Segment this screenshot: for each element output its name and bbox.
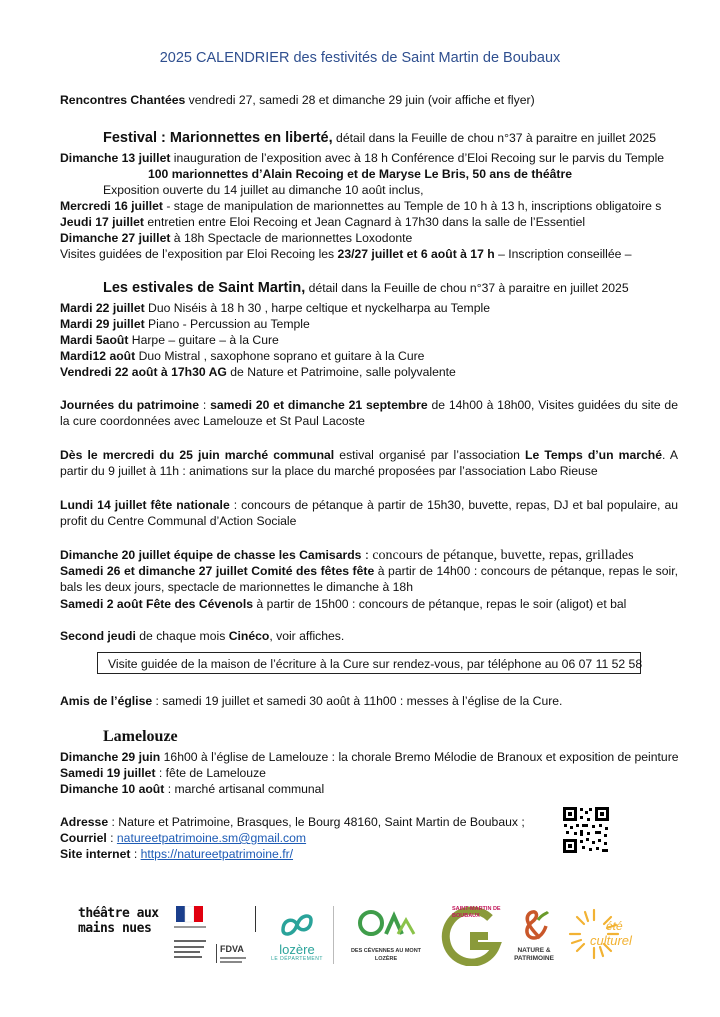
page-title: 2025 CALENDRIER des festivités de Saint Martin de Boubaux — [159, 50, 561, 66]
chasse-line: Dimanche 20 juillet équipe de chasse les Camisards : concours de pétanque, buvette, repas, grillades — [60, 548, 634, 563]
lamelouze-line-1: Dimanche 29 juin 16h00 à l’église de Lamelouze : la chorale Bremo Mélodie de Branoux et exposition de peinture — [60, 750, 679, 764]
marche-paragraph: Dès le mercredi du 25 juin marché communal estival organisé par l’association Le Temps d’un marché. A partir du 9 juillet à 11h : animations sur la place du marché proposées par l’association Labo Rieuse — [60, 448, 678, 478]
festival-heading: Festival : Marionnettes en liberté, détail dans la Feuille de chou n°37 à paraitre en juillet 2025 — [103, 130, 656, 146]
fdva-logo: FDVA — [216, 944, 256, 963]
nature-patrimoine-ampersand-icon — [518, 908, 550, 942]
cevenols-line: Samedi 2 août Fête des Cévenols à partir de 15h00 : concours de pétanque, repas le soir (aligot) et bal — [60, 597, 627, 611]
festival-line-1: Dimanche 13 juillet inauguration de l’exposition avec à 18 h Conférence d’Eloi Recoing sur le parvis du Temple — [60, 151, 665, 165]
fete-nationale-paragraph: Lundi 14 juillet fête nationale : concours de pétanque à partir de 15h30, buvette, repas, DJ et bal populaire, au profit du Centre Communal d’Action Sociale — [60, 498, 679, 528]
eglise-line: Amis de l’église : samedi 19 juillet et samedi 30 août à 11h00 : messes à l’église de la Cure. — [60, 694, 563, 708]
estivales-line-5: Vendredi 22 août à 17h30 AG de Nature et Patrimoine, salle polyvalente — [60, 365, 456, 379]
email-line: Courriel : natureetpatrimoine.sm@gmail.com — [60, 831, 307, 845]
cevennes-mark-icon — [356, 908, 416, 938]
website-link[interactable]: https://natureetpatrimoine.fr/ — [140, 847, 294, 861]
marianne-ministere-logo — [166, 906, 214, 966]
rencontres-line: Rencontres Chantées vendredi 27, samedi 28 et dimanche 29 juin (voir affiche et flyer) — [60, 93, 535, 107]
nature-patrimoine-logo: NATURE & PATRIMOINE — [506, 908, 562, 963]
qr-code-icon — [562, 806, 610, 854]
saint-martin-de-boubaux-logo: SAINT-MARTIN DE BOUBAUX — [440, 906, 504, 966]
estivales-line-2: Mardi 29 juillet Piano - Percussion au Temple — [60, 317, 310, 331]
festival-line-3: Exposition ouverte du 14 juillet au dimanche 10 août inclus, — [103, 183, 424, 197]
lamelouze-line-2: Samedi 19 juillet : fête de Lamelouze — [60, 766, 266, 780]
lamelouze-line-3: Dimanche 10 août : marché artisanal communal — [60, 782, 325, 796]
estivales-line-1: Mardi 22 juillet Duo Niséis à 18 h 30 , harpe celtique et nyckelharpa au Temple — [60, 301, 490, 315]
lozere-logo: lozère LE DÉPARTEMENT — [268, 912, 326, 962]
theatre-aux-mains-nues-logo: théâtre aux mains nues — [78, 906, 159, 936]
address-line: Adresse : Nature et Patrimoine, Brasques, le Bourg 48160, Saint Martin de Boubaux ; — [60, 815, 525, 829]
comite-paragraph: Samedi 26 et dimanche 27 juillet Comité des fêtes fête à partir de 14h00 : concours de pétanque, repas le soir, bals les deux jours, spectacle de marionnettes le dimanche à 18h — [60, 564, 678, 594]
patrimoine-paragraph: Journées du patrimoine : samedi 20 et dimanche 21 septembre de 14h00 à 18h00, Visites guidées du site de la cure coordonnées avec Lamelouze et St Paul Lacoste — [60, 398, 678, 428]
lamelouze-heading: Lamelouze — [103, 728, 178, 745]
cevennes-mont-lozere-logo: DES CÉVENNES AU MONT LOZÈRE — [340, 908, 432, 963]
festival-line-7: Visites guidées de l’exposition par Eloi Recoing les 23/27 juillet et 6 août à 17 h – Inscription conseillée – — [60, 247, 632, 261]
estivales-line-3: Mardi 5août Harpe – guitare – à la Cure — [60, 333, 279, 347]
cineco-line: Second jeudi de chaque mois Cinéco, voir affiches. — [60, 629, 345, 643]
estivales-line-4: Mardi12 août Duo Mistral , saxophone soprano et guitare à la Cure — [60, 349, 425, 363]
lozere-loop-icon — [277, 912, 317, 938]
email-link[interactable]: natureetpatrimoine.sm@gmail.com — [116, 831, 307, 845]
festival-line-6: Dimanche 27 juillet à 18h Spectacle de marionnettes Loxodonte — [60, 231, 413, 245]
ete-culturel-logo: été culturel — [566, 904, 638, 966]
festival-line-4: Mercredi 16 juillet - stage de manipulation de marionnettes au Temple de 10 h à 13 h, inscriptions obligatoire s — [60, 199, 662, 213]
estivales-heading: Les estivales de Saint Martin, détail dans la Feuille de chou n°37 à paraitre en juillet 2025 — [103, 280, 629, 296]
festival-line-2: 100 marionnettes d’Alain Recoing et de Maryse Le Bris, 50 ans de théâtre — [147, 167, 572, 181]
visite-guidee-box: Visite guidée de la maison de l’écriture à la Cure sur rendez-vous, par téléphone au 06 07 11 52 58 — [97, 652, 641, 674]
festival-line-5: Jeudi 17 juillet entretien entre Eloi Recoing et Jean Cagnard à 17h30 dans la salle de l’Essentiel — [60, 215, 586, 229]
website-line: Site internet : https://natureetpatrimoine.fr/ — [60, 847, 294, 861]
